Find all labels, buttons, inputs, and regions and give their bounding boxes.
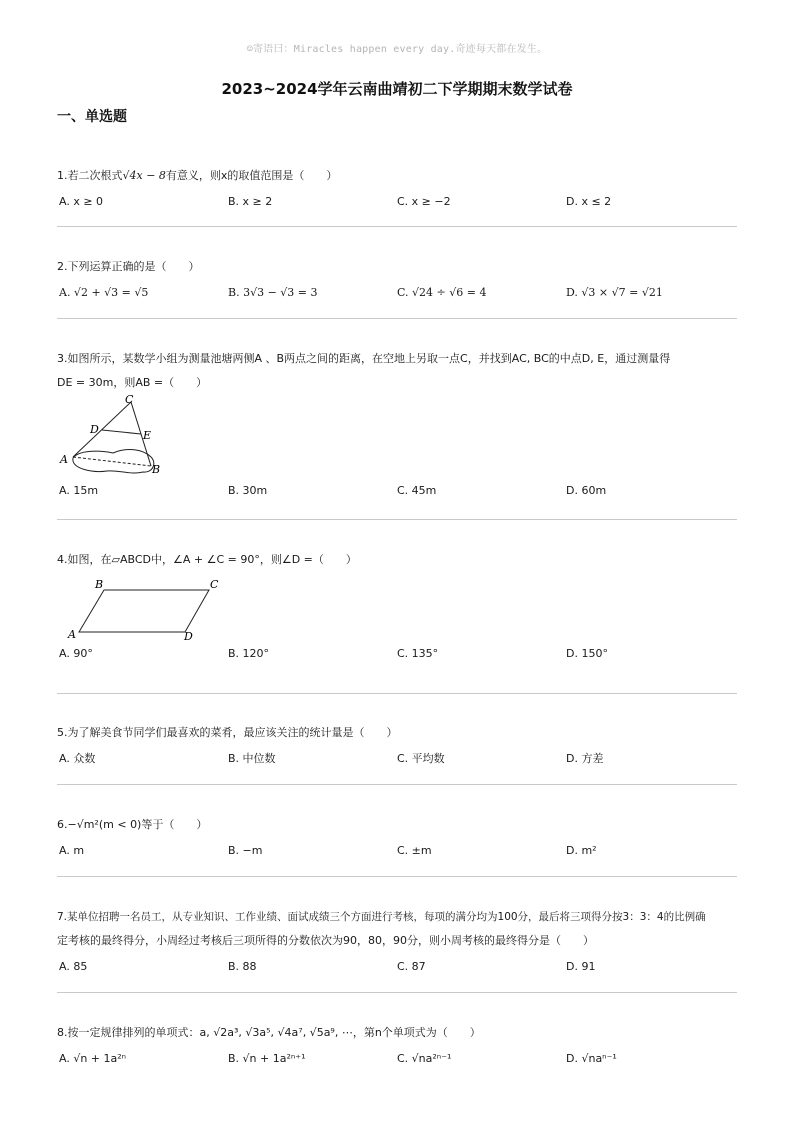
divider xyxy=(57,519,737,520)
divider xyxy=(57,226,737,227)
question-4 xyxy=(57,552,737,662)
option-c[interactable]: C. x ≥ −2 xyxy=(397,195,451,208)
option-b[interactable]: B. 中位数 xyxy=(228,752,276,765)
options-row xyxy=(57,646,737,662)
label-b: B xyxy=(95,578,104,591)
option-a[interactable]: A. 90° xyxy=(59,647,93,660)
option-d[interactable]: D. m² xyxy=(566,844,597,857)
label-e: E xyxy=(143,429,152,442)
option-b[interactable]: B. 88 xyxy=(228,960,257,973)
option-c[interactable]: C. 45m xyxy=(397,484,437,497)
label-d: D xyxy=(184,630,193,640)
options-row xyxy=(57,843,737,859)
options-row xyxy=(57,1051,737,1067)
option-a[interactable]: A. x ≥ 0 xyxy=(59,195,104,208)
option-d[interactable]: D. 60m xyxy=(566,484,607,497)
label-d: D xyxy=(90,423,99,436)
question-stem: 5.为了解美食节同学们最喜欢的菜肴，最应该关注的统计量是（ ） xyxy=(57,726,398,739)
options-row xyxy=(57,285,737,301)
question-stem-line-2: 定考核的最终得分，小周经过考核后三项所得的分数依次为90，80，90分，则小周考核的最终得分是（ ） xyxy=(57,934,594,947)
option-a[interactable]: A. 85 xyxy=(59,960,88,973)
options-row xyxy=(57,194,737,210)
option-d[interactable]: D. √3 × √7 = √21 xyxy=(566,286,663,299)
label-c: C xyxy=(125,395,134,406)
label-a: A xyxy=(60,453,68,466)
question-stem: 1.若二次根式√4x − 8有意义，则x的取值范围是（ ） xyxy=(57,169,338,182)
options-row xyxy=(57,959,737,975)
option-a[interactable]: A. m xyxy=(59,844,85,857)
question-6 xyxy=(57,817,737,859)
option-c[interactable]: C. √24 ÷ √6 = 4 xyxy=(397,286,487,299)
option-d[interactable]: D. 方差 xyxy=(566,752,604,765)
option-a[interactable]: A. 众数 xyxy=(59,752,96,765)
option-c[interactable]: C. ±m xyxy=(397,844,432,857)
question-stem-line-2: DE = 30m，则AB =（ ） xyxy=(57,376,208,389)
label-a: A xyxy=(68,628,76,640)
radical-expression: √4x − 8 xyxy=(122,169,166,182)
divider xyxy=(57,693,737,694)
option-a[interactable]: A. √n + 1a²ⁿ xyxy=(59,1052,127,1065)
page-title: 2023~2024学年云南曲靖初二下学期期末数学试卷 xyxy=(221,80,573,98)
divider xyxy=(57,318,737,319)
option-c[interactable]: C. 87 xyxy=(397,960,426,973)
question-stem-line-1: 7.某单位招聘一名员工，从专业知识、工作业绩、面试成绩三个方面进行考核，每项的满分均为100分，最后将三项得分按3：3：4的比例确 xyxy=(57,911,706,923)
question-8 xyxy=(57,1025,737,1067)
question-stem: 8.按一定规律排列的单项式：a, √2a³, √3a⁵, √4a⁷, √5a⁹, ⋯，第n个单项式为（ ） xyxy=(57,1026,481,1039)
option-c[interactable]: C. √na²ⁿ⁻¹ xyxy=(397,1052,452,1065)
question-stem: 6.−√m²(m < 0)等于（ ） xyxy=(57,818,208,831)
option-b[interactable]: B. x ≥ 2 xyxy=(228,195,273,208)
motto-banner: ☺寄语曰：Miracles happen every day.奇迹每天都在发生。 xyxy=(246,44,548,55)
options-row xyxy=(57,483,737,499)
divider xyxy=(57,784,737,785)
question-3 xyxy=(57,351,737,499)
option-a[interactable]: A. √2 + √3 = √5 xyxy=(59,286,149,299)
divider xyxy=(57,992,737,993)
option-b[interactable]: B. 120° xyxy=(228,647,270,660)
question-5 xyxy=(57,725,737,767)
option-b[interactable]: B. 3√3 − √3 = 3 xyxy=(228,286,318,299)
question-stem: 2.下列运算正确的是（ ） xyxy=(57,260,200,273)
option-c[interactable]: C. 135° xyxy=(397,647,439,660)
question-7 xyxy=(57,909,737,975)
option-b[interactable]: B. 30m xyxy=(228,484,268,497)
divider xyxy=(57,876,737,877)
question-1 xyxy=(57,168,737,210)
section-title: 一、单选题 xyxy=(57,109,127,125)
question-2 xyxy=(57,259,737,301)
question-stem: 4.如图，在▱ABCD中，∠A + ∠C = 90°，则∠D =（ ） xyxy=(57,553,357,566)
option-d[interactable]: D. x ≤ 2 xyxy=(566,195,612,208)
option-d[interactable]: D. √naⁿ⁻¹ xyxy=(566,1052,617,1065)
option-c[interactable]: C. 平均数 xyxy=(397,752,445,765)
option-d[interactable]: D. 91 xyxy=(566,960,596,973)
option-d[interactable]: D. 150° xyxy=(566,647,608,660)
label-c: C xyxy=(210,578,219,591)
option-b[interactable]: B. −m xyxy=(228,844,263,857)
pond-triangle-figure xyxy=(57,395,177,483)
parallelogram-figure xyxy=(57,574,237,640)
option-b[interactable]: B. √n + 1a²ⁿ⁺¹ xyxy=(228,1052,306,1065)
question-stem-line-1: 3.如图所示，某数学小组为测量池塘两侧A 、B两点之间的距离，在空地上另取一点C，并找到AC, BC的中点D, E，通过测量得 xyxy=(57,352,671,365)
option-a[interactable]: A. 15m xyxy=(59,484,99,497)
options-row xyxy=(57,751,737,767)
label-b: B xyxy=(152,463,161,476)
